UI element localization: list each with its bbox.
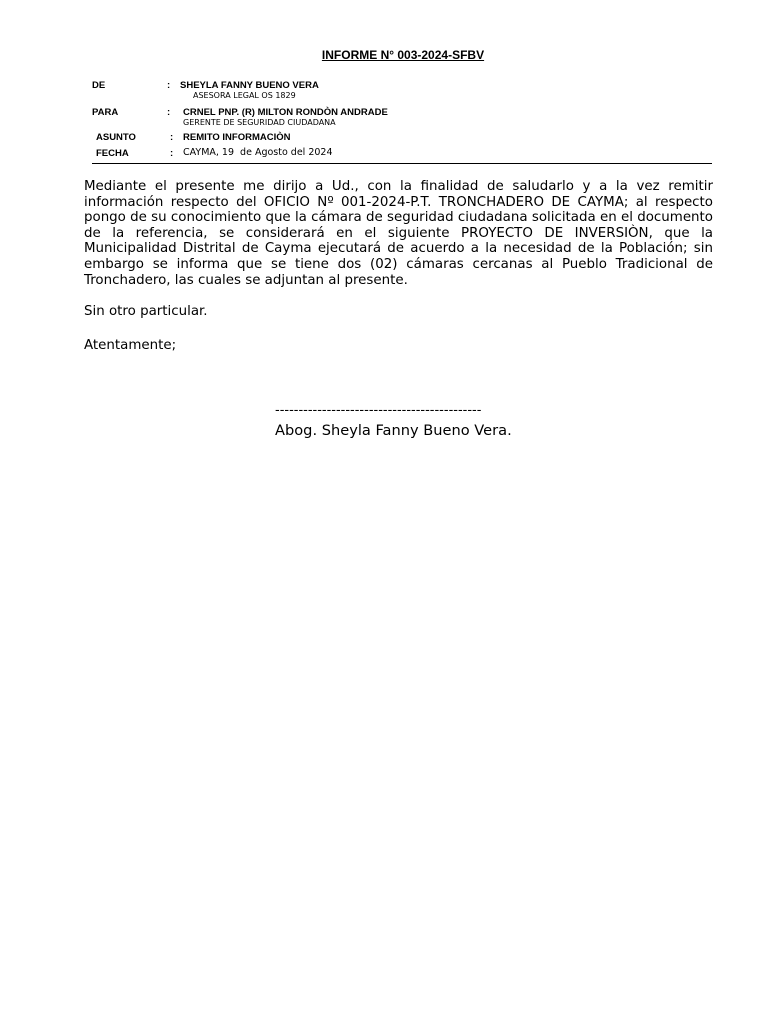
document-title: INFORME N° 003-2024-SFBV (321, 48, 485, 62)
closing-line: Sin otro particular. (84, 304, 208, 319)
header-para-value: CRNEL PNP. (R) MILTON RONDÒN ANDRADE (183, 107, 388, 118)
signature-line: -------------------------------------------- (275, 403, 482, 418)
header-de-colon: : (167, 80, 171, 91)
header-asunto-label: ASUNTO (96, 132, 136, 143)
header-asunto-colon: : (170, 132, 174, 143)
header-de-sub: ASESORA LEGAL OS 1829 (193, 91, 296, 100)
header-para-colon: : (167, 107, 171, 118)
header-fecha-colon: : (170, 148, 174, 159)
header-asunto-value: REMITO INFORMACIÒN (183, 132, 291, 143)
salutation: Atentamente; (84, 338, 177, 353)
header-divider (92, 163, 712, 164)
signature-name: Abog. Sheyla Fanny Bueno Vera. (275, 422, 512, 439)
header-fecha-label: FECHA (96, 148, 129, 159)
header-para-label: PARA (92, 107, 119, 118)
header-de-value: SHEYLA FANNY BUENO VERA (180, 80, 319, 91)
header-fecha-value: CAYMA, 19 de Agosto del 2024 (183, 147, 333, 158)
header-de-label: DE (92, 80, 106, 91)
body-paragraph: Mediante el presente me dirijo a Ud., con la finalidad de saludarlo y a la vez remitir información respecto del OFICIO Nº 001-2024-P.T. TRONCHADERO DE CAYMA; al respecto pongo de su conocimiento que la cámara de seguridad ciudadana solicitada en el documento de la referencia, se considerará en el siguiente PROYECTO DE INVERSIÒN, que la Municipalidad Distrital de Cayma ejecutará de acuerdo a la necesidad de la Población; sin embargo se informa que se tiene dos (02) cámaras cercanas al Pueblo Tradicional de Tronchadero, las cuales se adjuntan al presente. (84, 179, 713, 288)
header-para-sub: GERENTE DE SEGURIDAD CIUDADANA (183, 118, 336, 127)
